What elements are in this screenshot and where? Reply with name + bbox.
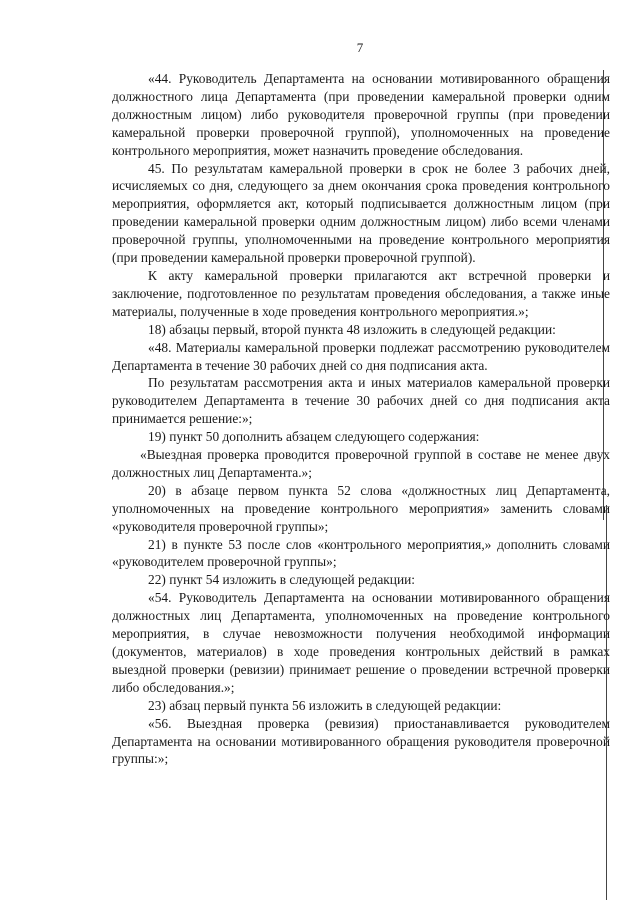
paragraph-44: «44. Руководитель Департамента на основании мотивированного обращения должностного лица Департамента (при проведении камеральной проверки одним должностным лицом) либо руководителя проверочной группы (при проведении камеральной проверки проверочной группой), уполномоченных на проведение контрольного мероприятия, может назначить проведение обследования.: [112, 71, 610, 158]
paragraph-48-decision: По результатам рассмотрения акта и иных материалов камеральной проверки руководителем Департамента в течение 30 рабочих дней со дня подписания акта принимается решение:»;: [112, 375, 610, 427]
paragraph-amend-21: 21) в пункте 53 после слов «контрольного мероприятия,» дополнить словами «руководителем проверочной группы»;: [112, 536, 610, 570]
paragraph-amend-23: 23) абзац первый пункта 56 изложить в следующей редакции:: [148, 697, 502, 713]
paragraph-54: «54. Руководитель Департамента на основании мотивированного обращения должностных лиц Департамента, уполномоченных на проведение контрольного мероприятия, в случае невозможности получения необходимой информации (документов, материалов) в ходе проведения контрольных действий в рамках выездной проверки (ревизии) принимает решение о проведении встречной проверки либо обследования.»;: [112, 590, 610, 695]
paragraph-56: «56. Выездная проверка (ревизия) приостанавливается руководителем Департамента на основании мотивированного обращения руководителя проверочной группы:»;: [112, 715, 610, 767]
paragraph-45: 45. По результатам камеральной проверки в срок не более 3 рабочих дней, исчисляемых со дня, следующего за днем окончания срока проведения контрольного мероприятия, оформляется акт, который подписывается должностным лицом (при проведении камеральной проверки одним должностным лицом) либо всеми членами проверочной группы, уполномоченными на проведение контрольного мероприятия (при проведении камеральной проверки проверочной группой).: [112, 160, 610, 266]
paragraph-amend-20: 20) в абзаце первом пункта 52 слова «должностных лиц Департамента, уполномоченных на проведение контрольного мероприятия» заменить словами «руководителя проверочной группы»;: [112, 482, 610, 534]
paragraph-48: «48. Материалы камеральной проверки подлежат рассмотрению руководителем Департамента в течение 30 рабочих дней со дня подписания акта.: [112, 339, 610, 373]
paragraph-act-attachments: К акту камеральной проверки прилагаются акт встречной проверки и заключение, подготовленное по результатам проведения обследования, а также иные материалы, полученные в ходе проведения контрольного мероприятия.»;: [112, 267, 610, 319]
paragraph-amend-19: 19) пункт 50 дополнить абзацем следующего содержания:: [148, 429, 480, 445]
paragraph-amend-18: 18) абзацы первый, второй пункта 48 изложить в следующей редакции:: [148, 321, 556, 337]
document-body: [112, 70, 610, 768]
paragraph-amend-22: 22) пункт 54 изложить в следующей редакции:: [148, 572, 416, 588]
page-number: 7: [356, 40, 364, 55]
paragraph-field-check-group: «Выездная проверка проводится проверочной группой в составе не менее двух должностных лиц Департамента.»;: [112, 447, 610, 480]
